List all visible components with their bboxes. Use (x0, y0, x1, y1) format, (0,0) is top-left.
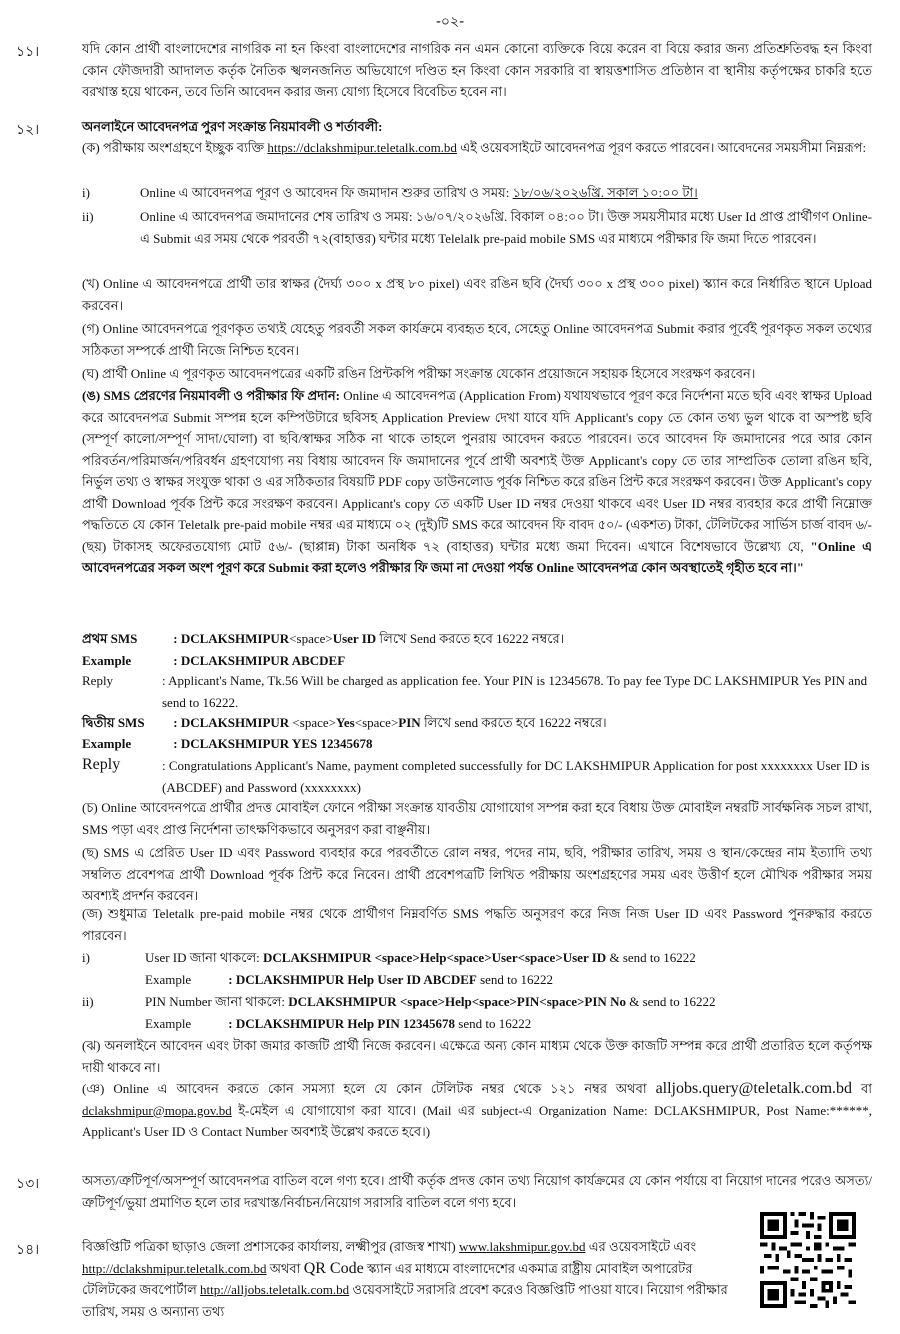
s14-qr-code-label: QR Code (303, 1259, 364, 1277)
sms-first-label: প্রথম SMS (82, 631, 138, 646)
section-12-jha: (ঝ) অনলাইনে আবেদন এবং টাকা জমার কাজটি প্রার্থী নিজে করবেন। এক্ষেত্রে অন্য কোন মাধ্যম থেকে উক্ত কাজটি সম্পন্ন করে প্রার্থী প্রতারিত হলে কর্তৃপক্ষ দায়ী থাকবে না। (82, 1038, 872, 1075)
sms-second-instruction: লিখে send করতে হবে 16222 নম্বরে। (423, 715, 607, 730)
qr-code-image[interactable] (760, 1212, 856, 1308)
sms-first-space: <space> (289, 631, 333, 646)
sms-reply-1-label: Reply (82, 673, 114, 688)
section-12-ga: (গ) Online আবেদনপত্রে পূরণকৃত তথ্যই যেহেতু পরবর্তী সকল কার্যক্রমে ব্যবহৃত হবে, সেহেতু Online আবেদনপত্র Submit করার পূর্বেই পূরণকৃত সকল তথ্যের সঠিকতা সম্পর্কে প্রার্থী নিজে নিশ্চিত হবেন। (82, 321, 872, 358)
sms-example-2-row (82, 733, 872, 755)
sms-first-instruction: লিখে Send করতে হবে 16222 নম্বরে। (379, 631, 565, 646)
nya-or: বা (860, 1081, 872, 1096)
ja-item-ii-example-label: Example (145, 1016, 192, 1031)
section-11-text: যদি কোন প্রার্থী বাংলাদেশের নাগরিক না হন কিংবা বাংলাদেশের নাগরিক নন এমন কোনো ব্যক্তিকে বিয়ে করেন বা বিয়ে করার জন্য প্রতিশ্রুতিবদ্ধ হন কিংবা কোন ফৌজদারী আদালত কর্তৃক নৈতিক স্খলনজনিত অভিযোগে দণ্ডিত হন কিংবা কোন সরকারি বা স্বায়ত্তশাসিত প্রতিষ্ঠান বা স্থানীয় কর্তৃপক্ষের চাকরি হতে বরখাস্ত হয়ে থাকেন, তবে তিনি আবেদন করার জন্য যোগ্য হিসেবে বিবেচিত হবেন না। (82, 41, 872, 99)
section-12-nya (82, 1078, 872, 1143)
uma-bold-note: "Online এ আবেদনপত্রের সকল অংশ পূরণ করে Submit করা হলেও পরীক্ষার ফি জমা না দেওয়া পর্যন্ত Online আবেদনপত্র কোন অবস্থাতেই গৃহীত হবে না।" (82, 538, 872, 575)
ja-item-ii-example-post: send to 16222 (458, 1016, 532, 1031)
uma-body: Online এ আবেদনপত্র (Application From) যথাযথভাবে পূরণ করে নির্দেশনা মতে ছবি এবং স্বাক্ষর Upload করে আবেদনপত্র Submit সম্পন্ন হলে কম্পিউটারে ছবিসহ Application Preview দেখা যাবে যদি Applicant's copy তে কোন তথ্য ভুল থাকে বা অস্পষ্ট ছবি (সম্পূর্ণ কালো/সম্পূর্ণ সাদা/ঘোলা) বা ছবি/স্বাক্ষর সঠিক না থাকে তাহলে পুনরায় আবেদন করতে পারবেন। তবে আবেদন ফি জমাদানের পরে আর কোন পরিবর্তন/পরিমার্জন/পরিবর্ধন গ্রহণযোগ্য নয় বিধায় আবেদন ফি জমাদানের পূর্বে প্রার্থী অবশ্যই উক্ত Applicant's copy তে তার সাম্প্রতিক তোলা রঙিন ছবি, নির্ভুল তথ্য ও স্বাক্ষর সংযুক্ত থাকা ও এর সঠিকতার বিষয়টি PDF copy ডাউনলোড পূর্বক নিশ্চিত করে রঙিন প্রিন্ট করে সংরক্ষণ করবেন। উক্ত Applicant's copy প্রার্থী Download পূর্বক প্রিন্ট করে সংরক্ষণ করবেন। Applicant's copy তে একটি User ID নম্বর দেওয়া থাকবে এবং User ID নম্বর ব্যবহার করে প্রার্থী নিম্নোক্ত পদ্ধতিতে যে কোন Teletalk pre-paid mobile নম্বর এর মাধ্যমে ০২ (দুই)টি SMS করে আবেদন ফি বাবদ ৫০/- (একশত) টাকা, টেলিটকের সার্ভিস চার্জ বাবদ ৬/- (ছয়) টাকাসহ অফেরতযোগ্য মোট ৫৬/- (ছাপ্পান্ন) টাকা অনধিক ৭২ (বাহাত্তর) ঘন্টার মধ্যে জমা দিবেন। এখানে বিশেষভাবে উল্লেখ্য যে, (82, 388, 873, 554)
ja-item-i-keyword: DCLAKSHMIPUR (263, 950, 372, 965)
section-13-number: ১৩। (16, 1177, 40, 1192)
nya-text-post: ই-মেইল এ যোগাযোগ করা যাবে। (Mail এর subject-এ Organization Name: DCLAKSHMIPUR, Post Name:******, Applicant's User ID ও Contact Number অবশ্যই উল্লেখ করতে হবে।) (82, 1102, 873, 1139)
nya-text-pre: (ঞ) Online এ আবেদন করতে কোন সমস্যা হলে যে কোন টেলিটক নম্বর থেকে ১২১ নম্বর অথবা (82, 1081, 647, 1096)
sms-example-1-value: : DCLAKSHMIPUR ABCDEF (173, 653, 346, 668)
sms-example-2-label: Example (82, 736, 132, 751)
s14-link-alljobs[interactable]: http://alljobs.teletalk.com.bd (200, 1282, 350, 1297)
ka-text-pre: (ক) পরীক্ষায় অংশগ্রহণে ইচ্ছুক ব্যক্তি (82, 140, 265, 155)
section-12-chha: (ছ) SMS এ প্রেরিত User ID এবং Password ব্যবহার করে পরবর্তীতে রোল নম্বর, পদের নাম, ছবি, পরীক্ষার তারিখ, সময় ও স্থান/কেন্দ্রের নাম ইত্যাদি তথ্য সম্বলিত প্রবেশপত্র প্রার্থী Download পূর্বক প্রিন্ট করে নিবেন। প্রার্থী প্রবেশপত্রটি লিখিত পরীক্ষায় অংশগ্রহণের সময় এবং উত্তীর্ণ হলে মৌখিক পরীক্ষার সময় অবশ্যই প্রদর্শন করবেন। (82, 845, 872, 903)
sms-second-space-1: <space> (292, 715, 336, 730)
section-12-uma (82, 385, 872, 579)
section-12-cha: (চ) Online আবেদনপত্রে প্রার্থীর প্রদত্ত মোবাইল ফোনে পরীক্ষা সংক্রান্ত যাবতীয় যোগাযোগ সম্পন্ন করা হবে বিধায় উক্ত মোবাইল নম্বরটি সার্বক্ষনিক সচল রাখা, SMS পড়া এবং প্রাপ্ত নির্দেশনা তাৎক্ষণিকভাবে অনুসরণ করা বাঞ্ছনীয়। (82, 800, 872, 837)
sms-first-userid: User ID (332, 631, 377, 646)
sms-second-label: দ্বিতীয় SMS (82, 715, 145, 730)
ja-item-i-example (145, 969, 872, 991)
ja-item-i-pre: User ID জানা থাকলে: (145, 950, 260, 965)
sms-second-pin: PIN (398, 715, 421, 730)
ja-item-ii-pre: PIN Number জানা থাকলে: (145, 994, 286, 1009)
s14-text-1: বিজ্ঞপ্তিটি পত্রিকা ছাড়াও জেলা প্রশাসকের কার্যালয়, লক্ষ্মীপুর (রাজস্ব শাখা) (82, 1239, 456, 1254)
s14-link-district-site[interactable]: www.lakshmipur.gov.bd (458, 1239, 586, 1254)
item-i-text: Online এ আবেদনপত্র পূরণ ও আবেদন ফি জমাদান শুরুর তারিখ ও সময়: (140, 185, 510, 200)
sms-reply-1-value: : Applicant's Name, Tk.56 Will be charged as application fee. Your PIN is 12345678. To pay fee Type DC LAKSHMIPUR Yes PIN and send to 16222. (162, 673, 868, 710)
section-11-number: ১১। (16, 45, 40, 60)
ja-item-ii-label: ii) (82, 994, 94, 1009)
sms-first-row (82, 628, 872, 650)
ja-item-ii-post: & send to 16222 (629, 994, 716, 1009)
page-number: -০২- (435, 14, 465, 30)
uma-heading: (ঙ) SMS প্রেরণের নিয়মাবলী ও পরীক্ষার ফি প্রদান: (82, 388, 340, 403)
section-13-text: অসত্য/ত্রুটিপূর্ণ/অসম্পূর্ণ আবেদনপত্র বাতিল বলে গণ্য হবে। প্রার্থী কর্তৃক প্রদত্ত কোন তথ্য নিয়োগ কার্যক্রমের যে কোন পর্যায়ে বা নিয়োগ দানের পরেও অসত্য/ত্রুটিপূর্ণ/ভুয়া প্রমাণিত হলে তার দরখাস্ত/নির্বাচন/নিয়োগ সরাসরি বাতিল বলে গণ্য হবে। (82, 1173, 872, 1210)
section-12-ka (82, 137, 872, 159)
sms-second-yes: Yes (335, 715, 355, 730)
ja-item-ii-example (145, 1013, 872, 1035)
nya-email-dc[interactable]: dclakshmipur@mopa.gov.bd (82, 1102, 232, 1118)
sms-example-1-row (82, 650, 872, 672)
sms-reply-2-value: : Congratulations Applicant's Name, payment completed successfully for DC LAKSHMIPUR Application for post xxxxxxxx User ID is (ABCDEF) and Password (xxxxxxxx) (162, 758, 870, 795)
ja-item-i-example-label: Example (145, 972, 192, 987)
ja-item-i-label: i) (82, 950, 90, 965)
section-12-number: ১২। (16, 123, 40, 138)
ja-item-ii (145, 991, 872, 1013)
s14-link-teletalk-dc[interactable]: http://dclakshmipur.teletalk.com.bd (82, 1260, 267, 1276)
ja-item-i-format: <space>Help<space>User<space>User ID (374, 950, 607, 965)
sms-second-row (82, 712, 872, 734)
s14-text-2: এর ওয়েবসাইটে এবং (588, 1239, 697, 1254)
ja-item-ii-example-value: : DCLAKSHMIPUR Help PIN 12345678 (228, 1016, 456, 1031)
s14-text-3: অথবা (269, 1260, 301, 1276)
ja-item-ii-keyword: DCLAKSHMIPUR (288, 994, 397, 1009)
section-12-kha: (খ) Online এ আবেদনপত্রে প্রার্থী তার স্বাক্ষর (দৈর্ঘ্য ৩০০ x প্রস্থ ৮০ pixel) এবং রঙিন ছবি (দৈর্ঘ্য ৩০০ x প্রস্থ ৩০০ pixel) স্ক্যান করে নির্ধারিত স্থানে Upload করবেন। (82, 276, 872, 313)
nya-email-alljobs[interactable]: alljobs.query@teletalk.com.bd (655, 1080, 853, 1097)
section-14-text (82, 1236, 742, 1322)
ja-item-i-example-value: : DCLAKSHMIPUR Help User ID ABCDEF (228, 972, 477, 987)
ka-item-ii-label: ii) (82, 209, 94, 224)
s14-text-4: স্ক্যান এর মাধ্যমে বাংলাদেশের একমাত্র রাষ্ট্রীয় মোবাইল অপারেটর টেলিটকের জবপোর্টাল (82, 1260, 693, 1297)
section-14-number: ১৪। (16, 1243, 40, 1258)
sms-first-keyword: : DCLAKSHMIPUR (173, 631, 290, 646)
sms-second-keyword: : DCLAKSHMIPUR (173, 715, 290, 730)
section-12-gha: (ঘ) প্রার্থী Online এ পূরণকৃত আবেদনপত্রের একটি রঙিন প্রিন্টকপি পরীক্ষা সংক্রান্ত যেকোন প্রয়োজনে সহায়ক হিসেবে সংরক্ষণ করবেন। (82, 366, 756, 381)
ka-item-i-label: i) (82, 185, 90, 200)
ja-item-i-example-post: send to 16222 (480, 972, 554, 987)
ja-item-i-post: & send to 16222 (609, 950, 696, 965)
ka-text-post: এই ওয়েবসাইটে আবেদনপত্র পূরণ করতে পারবেন। আবেদনের সময়সীমা নিম্নরূপ: (460, 140, 867, 155)
ka-item-ii: Online এ আবেদনপত্র জমাদানের শেষ তারিখ ও সময়: ১৬/০৭/২০২৬খ্রি. বিকাল ০৪:০০ টা। উক্ত সময়সীমার মধ্যে User Id প্রাপ্ত প্রার্থীগণ Online- এ Submit এর সময় থেকে পরবর্তী ৭২(বাহাত্তর) ঘন্টার মধ্যে Telelalk pre-paid mobile SMS এর মাধ্যমে পরীক্ষার ফি জমা দিতে পারবেন। (140, 209, 872, 246)
sms-second-space-2: <space> (354, 715, 399, 730)
section-12-heading: অনলাইনে আবেদনপত্র পুরণ সংক্রান্ত নিয়মাবলী ও শর্তাবলী: (82, 119, 383, 134)
sms-example-2-value: : DCLAKSHMIPUR YES 12345678 (173, 736, 373, 751)
section-12-ja: (জ) শুধুমাত্র Teletalk pre-paid mobile নম্বর থেকে প্রার্থীগণ নিম্নবর্ণিত SMS পদ্ধতি অনুসরণ করে নিজ নিজ User ID এবং Password পুনরুদ্ধার করতে পারবেন। (82, 906, 872, 943)
ka-item-i (140, 182, 872, 204)
ka-website-link[interactable]: https://dclakshmipur.teletalk.com.bd (267, 140, 457, 155)
ja-item-ii-format: <space>Help<space>PIN<space>PIN No (399, 994, 626, 1009)
sms-reply-2-label: Reply (82, 756, 121, 773)
item-i-start-date: ১৮/০৬/২০২৬খ্রি. সকাল ১০:০০ টা। (512, 185, 698, 200)
ja-item-i (145, 947, 872, 969)
sms-example-1-label: Example (82, 653, 132, 668)
s14-text-5: ওয়েবসাইটে সরাসরি প্রবেশ করেও বিজ্ঞপ্তিটি পাওয়া যাবে। নিয়োগ পরীক্ষার তারিখ, সময় ও অন্যান্য তথ্য (82, 1282, 728, 1319)
